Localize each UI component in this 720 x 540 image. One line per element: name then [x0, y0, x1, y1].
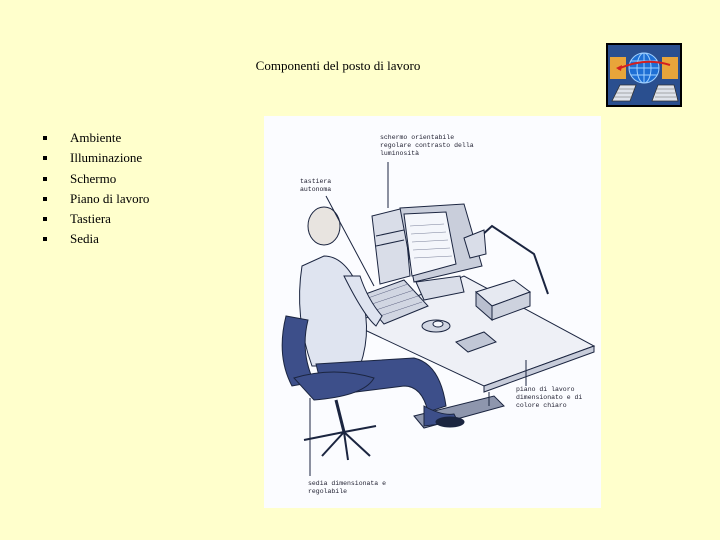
globe-network-icon: [606, 43, 682, 107]
list-item: Schermo: [40, 169, 149, 189]
bullet-icon: [43, 217, 47, 221]
list-item: Sedia: [40, 229, 149, 249]
bullet-icon: [43, 136, 47, 140]
chair-post: [336, 400, 344, 432]
bullet-icon: [43, 156, 47, 160]
caption-keyboard: tastiera autonoma: [300, 178, 332, 193]
chair-seat: [294, 372, 374, 400]
list-item: Illuminazione: [40, 148, 149, 168]
slide-title: Componenti del posto di lavoro: [255, 58, 421, 73]
workstation-illustration: [264, 116, 601, 508]
bullet-list: [40, 128, 149, 250]
mouse: [433, 321, 443, 327]
list-item: Piano di lavoro: [40, 189, 149, 209]
person-shoe: [436, 417, 464, 427]
bullet-icon: [43, 237, 47, 241]
list-item: Tastiera: [40, 209, 149, 229]
caption-chair: sedia dimensionata e regolabile: [308, 480, 387, 495]
bullet-icon: [43, 177, 47, 181]
list-item: Ambiente: [40, 128, 149, 148]
monitor-screen: [404, 212, 456, 276]
caption-screen: schermo orientabile regolare contrasto della luminosità: [380, 134, 474, 157]
workstation-drawing: [264, 116, 601, 508]
chair-base: [304, 426, 376, 460]
person-torso: [300, 256, 367, 366]
bullet-icon: [43, 197, 47, 201]
caption-desk: piano di lavoro dimensionato e di colore chiaro: [516, 386, 583, 409]
